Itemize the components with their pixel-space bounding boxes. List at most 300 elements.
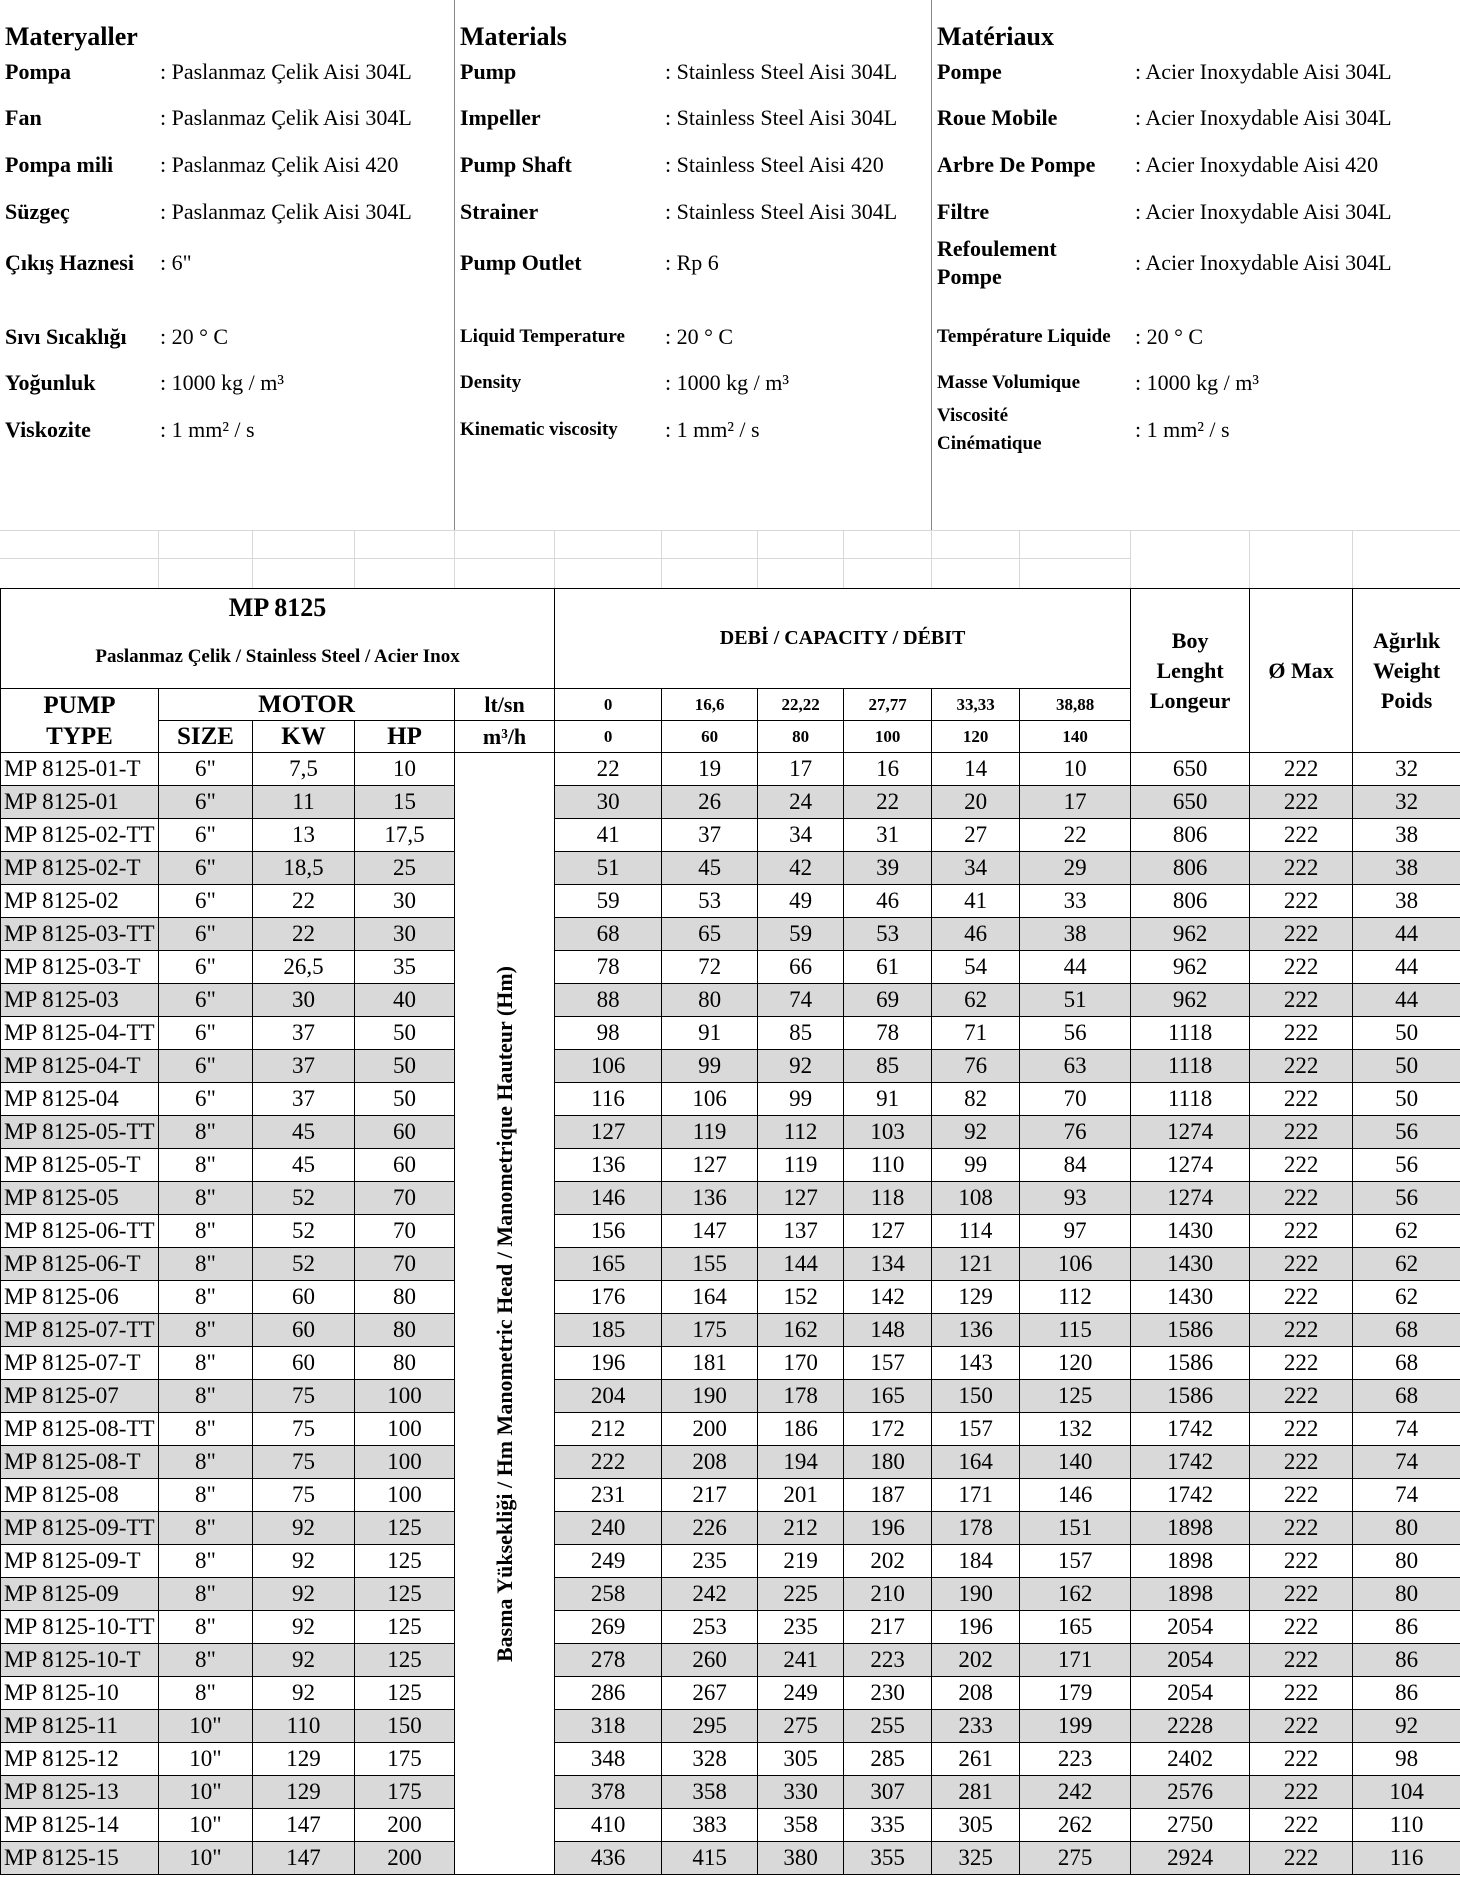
head-value-cell: 118 <box>844 1182 932 1215</box>
material-label: Strainer <box>460 199 539 224</box>
material-label: Pompe <box>937 59 1002 84</box>
dia-cell: 222 <box>1250 819 1353 852</box>
table-row <box>1 1083 1460 1116</box>
table-row <box>1 1017 1460 1050</box>
motor-kw-cell: 52 <box>253 1182 355 1215</box>
weight-cell: 38 <box>1353 819 1460 852</box>
head-value-cell: 53 <box>662 885 758 918</box>
dia-cell: 222 <box>1250 885 1353 918</box>
length-cell: 1586 <box>1131 1314 1250 1347</box>
pump-type-cell: MP 8125-09 <box>1 1578 159 1611</box>
motor-size-cell: 8" <box>159 1578 253 1611</box>
motor-size-cell: 8" <box>159 1545 253 1578</box>
table-row <box>1 984 1460 1017</box>
weight-cell: 86 <box>1353 1644 1460 1677</box>
material-value: : Paslanmaz Çelik Aisi 304L <box>160 199 412 224</box>
motor-kw-cell: 7,5 <box>253 753 355 786</box>
head-value-cell: 178 <box>758 1380 844 1413</box>
head-value-cell: 91 <box>844 1083 932 1116</box>
motor-hp-cell: 200 <box>355 1809 455 1842</box>
motor-size-cell: 6" <box>159 852 253 885</box>
material-value: : 20 ° C <box>665 324 734 349</box>
motor-hp-cell: 15 <box>355 786 455 819</box>
motor-kw-cell: 147 <box>253 1809 355 1842</box>
length-cell: 1274 <box>1131 1149 1250 1182</box>
materials-column-title: Matériaux <box>937 22 1054 51</box>
head-value-cell: 88 <box>555 984 662 1017</box>
weight-cell: 74 <box>1353 1446 1460 1479</box>
head-value-cell: 175 <box>662 1314 758 1347</box>
head-value-cell: 68 <box>555 918 662 951</box>
head-value-cell: 61 <box>844 951 932 984</box>
lts-value: 0 <box>555 689 662 721</box>
pump-type-cell: MP 8125-08 <box>1 1479 159 1512</box>
head-value-cell: 129 <box>932 1281 1020 1314</box>
head-value-cell: 171 <box>1020 1644 1131 1677</box>
pump-type-cell: MP 8125-06-TT <box>1 1215 159 1248</box>
material-label: Viscosité Cinématique <box>937 405 1042 454</box>
length-cell: 806 <box>1131 885 1250 918</box>
length-cell: 2054 <box>1131 1611 1250 1644</box>
head-value-cell: 171 <box>932 1479 1020 1512</box>
material-label: Yoğunluk <box>5 370 96 395</box>
motor-kw-cell: 92 <box>253 1578 355 1611</box>
material-row <box>455 233 932 293</box>
m3h-value: 60 <box>662 721 758 753</box>
table-row <box>1 1677 1460 1710</box>
table-row <box>1 951 1460 984</box>
material-value: : Acier Inoxydable Aisi 420 <box>1135 152 1379 177</box>
head-value-cell: 85 <box>844 1050 932 1083</box>
material-value: : Paslanmaz Çelik Aisi 304L <box>160 105 412 130</box>
head-value-cell: 223 <box>844 1644 932 1677</box>
head-value-cell: 41 <box>932 885 1020 918</box>
motor-hp-cell: 100 <box>355 1413 455 1446</box>
motor-hp-cell: 125 <box>355 1512 455 1545</box>
pump-type-cell: MP 8125-13 <box>1 1776 159 1809</box>
m3h-value: 0 <box>555 721 662 753</box>
head-value-cell: 260 <box>662 1644 758 1677</box>
pump-type-cell: MP 8125-07-TT <box>1 1314 159 1347</box>
weight-cell: 92 <box>1353 1710 1460 1743</box>
head-value-cell: 255 <box>844 1710 932 1743</box>
lts-value: 38,88 <box>1020 689 1131 721</box>
head-value-cell: 249 <box>555 1545 662 1578</box>
motor-kw-cell: 75 <box>253 1413 355 1446</box>
head-value-cell: 415 <box>662 1842 758 1875</box>
dia-cell: 222 <box>1250 753 1353 786</box>
head-value-cell: 281 <box>932 1776 1020 1809</box>
head-value-cell: 275 <box>1020 1842 1131 1875</box>
head-value-cell: 22 <box>555 753 662 786</box>
motor-hp-cell: 175 <box>355 1743 455 1776</box>
table-row <box>1 885 1460 918</box>
material-label: Fan <box>5 105 42 130</box>
weight-cell: 38 <box>1353 852 1460 885</box>
weight-cell: 104 <box>1353 1776 1460 1809</box>
head-value-cell: 127 <box>662 1149 758 1182</box>
head-value-cell: 92 <box>758 1050 844 1083</box>
material-label: Viskozite <box>5 417 91 442</box>
pump-type-cell: MP 8125-02-TT <box>1 819 159 852</box>
head-value-cell: 16 <box>844 753 932 786</box>
dia-cell: 222 <box>1250 1149 1353 1182</box>
pump-type-cell: MP 8125-07 <box>1 1380 159 1413</box>
lts-value: 33,33 <box>932 689 1020 721</box>
motor-kw-cell: 22 <box>253 885 355 918</box>
motor-kw-cell: 37 <box>253 1083 355 1116</box>
material-value: : Paslanmaz Çelik Aisi 304L <box>160 59 412 84</box>
weight-cell: 50 <box>1353 1083 1460 1116</box>
motor-size-cell: 10" <box>159 1776 253 1809</box>
head-value-cell: 185 <box>555 1314 662 1347</box>
pump-type-cell: MP 8125-06 <box>1 1281 159 1314</box>
motor-kw-cell: 92 <box>253 1611 355 1644</box>
motor-size-cell: 8" <box>159 1314 253 1347</box>
material-label: Pump Shaft <box>460 152 572 177</box>
table-row <box>1 1578 1460 1611</box>
length-cell: 1898 <box>1131 1512 1250 1545</box>
table-row <box>1 1743 1460 1776</box>
material-value: : 1000 kg / m³ <box>1135 370 1259 395</box>
table-row <box>1 819 1460 852</box>
weight-cell: 80 <box>1353 1545 1460 1578</box>
head-value-cell: 325 <box>932 1842 1020 1875</box>
motor-size-cell: 6" <box>159 1017 253 1050</box>
head-value-cell: 235 <box>758 1611 844 1644</box>
motor-kw-cell: 147 <box>253 1842 355 1875</box>
motor-size-cell: 6" <box>159 918 253 951</box>
motor-hp-cell: 70 <box>355 1182 455 1215</box>
table-row <box>1 1611 1460 1644</box>
length-cell: 1118 <box>1131 1017 1250 1050</box>
head-value-cell: 72 <box>662 951 758 984</box>
motor-kw-cell: 13 <box>253 819 355 852</box>
motor-kw-cell: 45 <box>253 1149 355 1182</box>
length-cell: 2750 <box>1131 1809 1250 1842</box>
materials-column <box>454 0 932 530</box>
material-value: : Acier Inoxydable Aisi 304L <box>1135 59 1392 84</box>
motor-size-cell: 6" <box>159 1083 253 1116</box>
weight-cell: 68 <box>1353 1380 1460 1413</box>
head-value-cell: 201 <box>758 1479 844 1512</box>
head-value-cell: 348 <box>555 1743 662 1776</box>
materials-column <box>0 0 454 530</box>
material-label: Density <box>460 372 522 393</box>
head-value-cell: 136 <box>932 1314 1020 1347</box>
head-value-cell: 92 <box>932 1116 1020 1149</box>
head-value-cell: 187 <box>844 1479 932 1512</box>
head-value-cell: 78 <box>844 1017 932 1050</box>
dia-cell: 222 <box>1250 1677 1353 1710</box>
motor-hp-cell: 125 <box>355 1644 455 1677</box>
head-value-cell: 51 <box>1020 984 1131 1017</box>
head-value-cell: 51 <box>555 852 662 885</box>
head-value-cell: 190 <box>662 1380 758 1413</box>
material-value: : Stainless Steel Aisi 420 <box>665 152 884 177</box>
head-value-cell: 144 <box>758 1248 844 1281</box>
pump-type-cell: MP 8125-03-TT <box>1 918 159 951</box>
motor-hp-cell: 30 <box>355 885 455 918</box>
weight-cell: 44 <box>1353 918 1460 951</box>
head-value-cell: 30 <box>555 786 662 819</box>
pump-type-cell: MP 8125-06-T <box>1 1248 159 1281</box>
head-value-cell: 156 <box>555 1215 662 1248</box>
material-label: Filtre <box>937 199 990 224</box>
motor-hp-cell: 125 <box>355 1578 455 1611</box>
head-value-cell: 110 <box>844 1149 932 1182</box>
length-cell: 962 <box>1131 918 1250 951</box>
head-value-cell: 157 <box>932 1413 1020 1446</box>
motor-kw-cell: 92 <box>253 1644 355 1677</box>
material-label: Kinematic viscosity <box>460 419 618 440</box>
length-cell: 2924 <box>1131 1842 1250 1875</box>
motor-size-cell: 8" <box>159 1611 253 1644</box>
pump-spec-table <box>0 588 1460 1875</box>
head-value-cell: 76 <box>932 1050 1020 1083</box>
material-row <box>455 400 932 460</box>
pump-type-cell: MP 8125-12 <box>1 1743 159 1776</box>
head-value-cell: 26 <box>662 786 758 819</box>
motor-hp-cell: 80 <box>355 1347 455 1380</box>
length-cell: 2054 <box>1131 1644 1250 1677</box>
material-value: : Acier Inoxydable Aisi 304L <box>1135 105 1392 130</box>
head-value-cell: 142 <box>844 1281 932 1314</box>
motor-size-cell: 10" <box>159 1743 253 1776</box>
motor-size-cell: 10" <box>159 1710 253 1743</box>
weight-cell: 62 <box>1353 1281 1460 1314</box>
motor-size-cell: 6" <box>159 951 253 984</box>
motor-hp-cell: 10 <box>355 753 455 786</box>
head-value-cell: 80 <box>662 984 758 1017</box>
head-value-cell: 202 <box>932 1644 1020 1677</box>
motor-size-cell: 6" <box>159 753 253 786</box>
motor-hp-cell: 60 <box>355 1149 455 1182</box>
dia-cell: 222 <box>1250 852 1353 885</box>
head-value-cell: 116 <box>555 1083 662 1116</box>
material-label: Liquid Temperature <box>460 326 625 347</box>
motor-hp-cell: 25 <box>355 852 455 885</box>
dia-cell: 222 <box>1250 1578 1353 1611</box>
material-label: Température Liquide <box>937 326 1111 347</box>
head-value-cell: 240 <box>555 1512 662 1545</box>
weight-cell: 32 <box>1353 753 1460 786</box>
head-value-cell: 39 <box>844 852 932 885</box>
table-row <box>1 1446 1460 1479</box>
motor-kw-cell: 129 <box>253 1776 355 1809</box>
head-value-cell: 99 <box>758 1083 844 1116</box>
head-value-cell: 210 <box>844 1578 932 1611</box>
head-value-cell: 262 <box>1020 1809 1131 1842</box>
motor-kw-cell: 11 <box>253 786 355 819</box>
table-row <box>1 1380 1460 1413</box>
head-value-cell: 278 <box>555 1644 662 1677</box>
head-value-cell: 10 <box>1020 753 1131 786</box>
pump-type-cell: MP 8125-15 <box>1 1842 159 1875</box>
weight-cell: 50 <box>1353 1017 1460 1050</box>
head-value-cell: 380 <box>758 1842 844 1875</box>
weight-cell: 56 <box>1353 1116 1460 1149</box>
weight-cell: 98 <box>1353 1743 1460 1776</box>
motor-size-cell: 6" <box>159 819 253 852</box>
head-value-cell: 53 <box>844 918 932 951</box>
spreadsheet-gridlines <box>0 530 1460 588</box>
motor-size-cell: 8" <box>159 1479 253 1512</box>
head-value-cell: 106 <box>662 1083 758 1116</box>
head-value-cell: 74 <box>758 984 844 1017</box>
motor-hp-cell: 125 <box>355 1545 455 1578</box>
head-value-cell: 103 <box>844 1116 932 1149</box>
head-value-cell: 275 <box>758 1710 844 1743</box>
capacity-header: DEBİ / CAPACITY / DÉBIT <box>555 589 1131 689</box>
motor-size-cell: 10" <box>159 1809 253 1842</box>
material-label: Impeller <box>460 105 541 130</box>
material-label: Pompa <box>5 59 71 84</box>
length-cell: 650 <box>1131 753 1250 786</box>
head-value-cell: 176 <box>555 1281 662 1314</box>
head-value-cell: 200 <box>662 1413 758 1446</box>
weight-cell: 74 <box>1353 1413 1460 1446</box>
table-row <box>1 1149 1460 1182</box>
head-value-cell: 106 <box>1020 1248 1131 1281</box>
length-cell: 1430 <box>1131 1281 1250 1314</box>
head-value-cell: 165 <box>555 1248 662 1281</box>
material-label: Arbre De Pompe <box>937 152 1096 177</box>
motor-hp-cell: 125 <box>355 1611 455 1644</box>
material-row <box>0 400 454 460</box>
head-label-cell <box>455 753 555 1875</box>
head-value-cell: 258 <box>555 1578 662 1611</box>
motor-kw-cell: 92 <box>253 1545 355 1578</box>
head-value-cell: 179 <box>1020 1677 1131 1710</box>
pump-type-cell: MP 8125-11 <box>1 1710 159 1743</box>
table-row <box>1 1314 1460 1347</box>
motor-hp-cell: 70 <box>355 1248 455 1281</box>
motor-hp-cell: 35 <box>355 951 455 984</box>
head-value-cell: 242 <box>662 1578 758 1611</box>
head-value-cell: 69 <box>844 984 932 1017</box>
head-value-cell: 41 <box>555 819 662 852</box>
dia-cell: 222 <box>1250 1479 1353 1512</box>
head-value-cell: 180 <box>844 1446 932 1479</box>
pump-type-cell: MP 8125-04 <box>1 1083 159 1116</box>
dia-cell: 222 <box>1250 1083 1353 1116</box>
head-value-cell: 157 <box>844 1347 932 1380</box>
table-row <box>1 1776 1460 1809</box>
head-value-cell: 37 <box>662 819 758 852</box>
head-value-cell: 46 <box>844 885 932 918</box>
length-cell: 806 <box>1131 852 1250 885</box>
head-value-cell: 22 <box>844 786 932 819</box>
head-value-cell: 98 <box>555 1017 662 1050</box>
length-cell: 1430 <box>1131 1248 1250 1281</box>
length-cell: 806 <box>1131 819 1250 852</box>
weight-cell: 62 <box>1353 1215 1460 1248</box>
head-value-cell: 114 <box>932 1215 1020 1248</box>
table-row <box>1 1215 1460 1248</box>
length-cell: 962 <box>1131 984 1250 1017</box>
m3h-value: 80 <box>758 721 844 753</box>
weight-cell: 32 <box>1353 786 1460 819</box>
material-value: : 1 mm² / s <box>1135 417 1230 442</box>
head-value-cell: 99 <box>932 1149 1020 1182</box>
materials-section <box>0 0 1460 530</box>
model-title: MP 8125 <box>1 589 555 627</box>
head-value-cell: 196 <box>555 1347 662 1380</box>
head-value-cell: 120 <box>1020 1347 1131 1380</box>
head-value-cell: 383 <box>662 1809 758 1842</box>
head-value-cell: 125 <box>1020 1380 1131 1413</box>
pump-type-cell: MP 8125-04-T <box>1 1050 159 1083</box>
material-value: : Acier Inoxydable Aisi 304L <box>1135 250 1392 275</box>
head-value-cell: 152 <box>758 1281 844 1314</box>
motor-kw-cell: 37 <box>253 1050 355 1083</box>
head-value-cell: 71 <box>932 1017 1020 1050</box>
head-value-cell: 112 <box>1020 1281 1131 1314</box>
head-value-cell: 56 <box>1020 1017 1131 1050</box>
material-label: Çıkış Haznesi <box>5 250 134 275</box>
head-value-cell: 242 <box>1020 1776 1131 1809</box>
materials-column-title: Materyaller <box>5 22 138 51</box>
motor-kw-cell: 92 <box>253 1677 355 1710</box>
head-value-cell: 178 <box>932 1512 1020 1545</box>
motor-hp-cell: 80 <box>355 1281 455 1314</box>
head-value-cell: 140 <box>1020 1446 1131 1479</box>
motor-size-cell: 8" <box>159 1347 253 1380</box>
head-value-cell: 59 <box>758 918 844 951</box>
table-row <box>1 1479 1460 1512</box>
pump-type-cell: MP 8125-10-TT <box>1 1611 159 1644</box>
head-value-cell: 44 <box>1020 951 1131 984</box>
head-value-cell: 219 <box>758 1545 844 1578</box>
head-value-cell: 34 <box>758 819 844 852</box>
dia-cell: 222 <box>1250 1512 1353 1545</box>
weight-cell: 86 <box>1353 1611 1460 1644</box>
head-value-cell: 31 <box>844 819 932 852</box>
head-value-cell: 136 <box>555 1149 662 1182</box>
dia-cell: 222 <box>1250 1248 1353 1281</box>
head-value-cell: 355 <box>844 1842 932 1875</box>
head-value-cell: 295 <box>662 1710 758 1743</box>
length-cell: 1742 <box>1131 1413 1250 1446</box>
length-cell: 2054 <box>1131 1677 1250 1710</box>
material-label: Süzgeç <box>5 199 70 224</box>
head-value-cell: 199 <box>1020 1710 1131 1743</box>
motor-hp-cell: 125 <box>355 1677 455 1710</box>
dia-cell: 222 <box>1250 1644 1353 1677</box>
motor-kw-cell: 37 <box>253 1017 355 1050</box>
head-value-cell: 208 <box>932 1677 1020 1710</box>
material-label: Sıvı Sıcaklığı <box>5 324 127 349</box>
material-value: : Stainless Steel Aisi 304L <box>665 59 898 84</box>
dia-cell: 222 <box>1250 1347 1353 1380</box>
head-value-cell: 261 <box>932 1743 1020 1776</box>
motor-hp-cell: 17,5 <box>355 819 455 852</box>
weight-cell: 38 <box>1353 885 1460 918</box>
head-value-cell: 194 <box>758 1446 844 1479</box>
motor-kw-cell: 60 <box>253 1281 355 1314</box>
length-cell: 2576 <box>1131 1776 1250 1809</box>
length-cell: 1898 <box>1131 1545 1250 1578</box>
motor-size-cell: 8" <box>159 1116 253 1149</box>
head-value-cell: 42 <box>758 852 844 885</box>
head-value-cell: 164 <box>932 1446 1020 1479</box>
head-value-cell: 241 <box>758 1644 844 1677</box>
weight-cell: 80 <box>1353 1578 1460 1611</box>
motor-size-cell: 8" <box>159 1182 253 1215</box>
head-value-cell: 33 <box>1020 885 1131 918</box>
head-value-cell: 82 <box>932 1083 1020 1116</box>
